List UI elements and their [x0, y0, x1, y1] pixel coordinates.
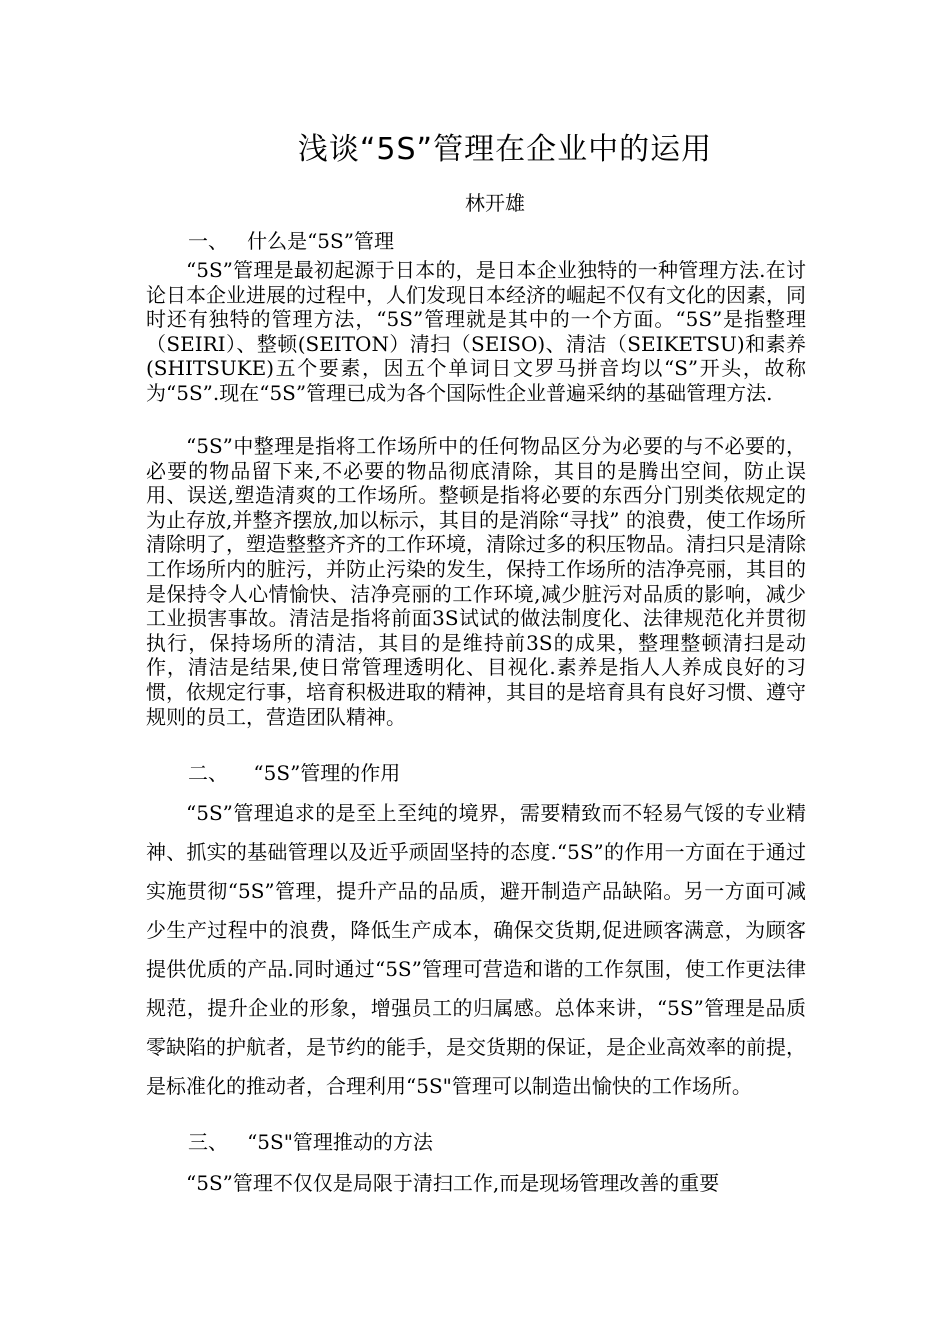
- section-3-paragraph-1: “5S”管理不仅仅是局限于清扫工作,而是现场管理改善的重要: [186, 1171, 720, 1195]
- section-2-paragraph-1: “5S”管理追求的是至上至纯的境界，需要精致而不轻易气馁的专业精神、抓实的基础管理以及近乎顽固坚持的态度.“5S”的作用一方面在于通过实施贯彻“5S”管理，提升产品的品质，避开制造产品缺陷。另一方面可减少生产过程中的浪费，降低生产成本，确保交货期,促进顾客满意，为顾客提供优质的产品.同时通过“5S”管理可营造和谐的工作氛围，使工作更法律规范，提升企业的形象，增强员工的归属感。总体来讲，“5S”管理是品质零缺陷的护航者，是节约的能手，是交货期的保证，是企业高效率的前提，是标准化的推动者，合理利用“5S"管理可以制造出愉快的工作场所。: [146, 801, 806, 1098]
- section-1-paragraph-2: “5S”中整理是指将工作场所中的任何物品区分为必要的与不必要的，必要的物品留下来,不必要的物品彻底清除，其目的是腾出空间，防止误用、误送,塑造清爽的工作场所。整顿是指将必要的东西分门别类依规定的为止存放,并整齐摆放,加以标示，其目的是消除“寻找” 的浪费，使工作场所清除明了，塑造整整齐齐的工作环境，清除过多的积压物品。清扫只是清除工作场所内的脏污，并防止污染的发生，保持工作场所的洁净亮丽，其目的是保持令人心情愉快、洁净亮丽的工作环境,减少脏污对品质的影响，减少工业损害事故。清洁是指将前面3S试试的做法制度化、法律规范化并贯彻执行，保持场所的清洁，其目的是维持前3S的成果，整理整顿清扫是动作，清洁是结果,使日常管理透明化、目视化.素养是指人人养成良好的习惯，依规定行事，培育积极进取的精神，其目的是培育具有良好习惯、遵守规则的员工，营造团队精神。: [146, 434, 806, 729]
- section-heading-3: 三、 “5S"管理推动的方法: [188, 1130, 433, 1154]
- document-title: 浅谈“5S”管理在企业中的运用: [297, 132, 713, 167]
- section-heading-1: 一、 什么是“5S”管理: [188, 229, 394, 253]
- section-1-paragraph-1: “5S”管理是最初起源于日本的，是日本企业独特的一种管理方法.在讨论日本企业进展的过程中，人们发现日本经济的崛起不仅有文化的因素，同时还有独特的管理方法，“5S”管理就是其中的一个方面。“5S”是指整理（SEIRI）、整顿(SEITON）清扫（SEISO)、清洁（SEIKETSU)和素养(SHITSUKE)五个要素，因五个单词日文罗马拼音均以“S”开头，故称为“5S”.现在“5S”管理已成为各个国际性企业普遍采纳的基础管理方法.: [146, 258, 806, 405]
- author-name: 林开雄: [465, 191, 525, 215]
- section-heading-2: 二、 “5S”管理的作用: [188, 761, 401, 785]
